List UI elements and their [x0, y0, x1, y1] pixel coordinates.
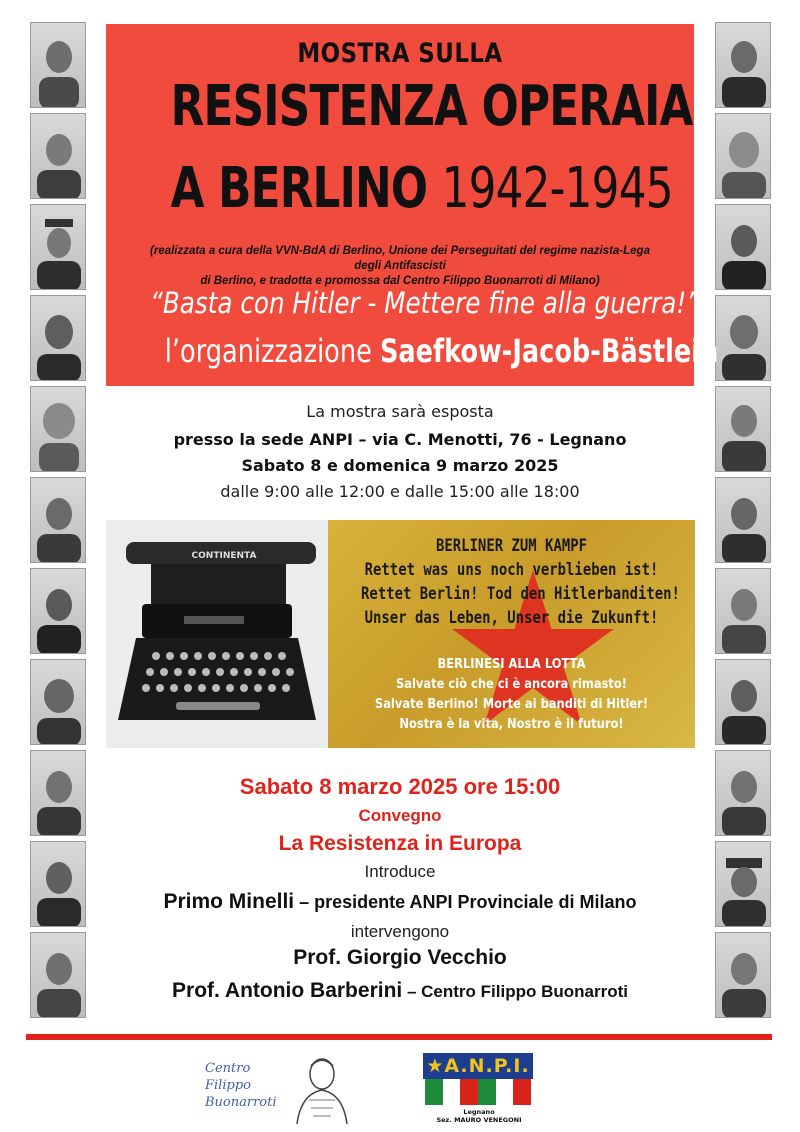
organization-prefix: l’organizzazione	[164, 332, 380, 370]
poster-image	[106, 520, 695, 748]
conference-date: Sabato 8 marzo 2025 ore 15:00	[239, 774, 561, 799]
speaker-vecchio: Prof. Giorgio Vecchio	[293, 946, 507, 969]
exhibition-intro: La mostra sarà esposta	[306, 402, 494, 421]
portrait-photo	[30, 659, 86, 745]
introducer-name: Primo Minelli	[163, 890, 295, 913]
resistance-leaflet	[328, 520, 695, 748]
credits-note-line1: (realizzata a cura della VVN-BdA di Berlino, Unione dei Perseguitati del regime nazista-Lega degli Antifascisti	[150, 245, 650, 272]
portrait-photo	[715, 477, 771, 563]
portrait-photo	[30, 22, 86, 108]
conference-title: La Resistenza in Europa	[278, 832, 522, 855]
divider	[26, 1034, 772, 1040]
portrait-photo	[715, 386, 771, 472]
leaflet-italian-line: Salvate Berlino! Morte ai banditi di Hitler!	[374, 696, 649, 712]
portrait-photo	[30, 386, 86, 472]
portrait-photo	[715, 113, 771, 199]
portrait-photo	[715, 750, 771, 836]
portrait-photo	[715, 22, 771, 108]
leaflet-italian-heading: BERLINESI ALLA LOTTA	[437, 656, 586, 672]
typewriter-photo	[106, 520, 328, 748]
exhibition-hours: dalle 9:00 alle 12:00 e dalle 15:00 alle 18:00	[220, 482, 580, 501]
organization-names: Saefkow-Jacob-Bästlein	[379, 332, 719, 370]
cfb-line1: Centro	[205, 1061, 251, 1076]
leaflet-german-line: Unser das Leben, Unser die Zukunft!	[364, 608, 659, 628]
anpi-section: Sez. MAURO VENEGONI	[436, 1116, 522, 1124]
leaflet-german-line: Rettet was uns noch verblieben ist!	[364, 560, 659, 580]
portrait-photo	[715, 659, 771, 745]
portrait-column-left	[30, 22, 86, 1023]
cfb-line2: Filippo	[205, 1078, 251, 1093]
typewriter-brand: CONTINENTA	[191, 551, 257, 561]
title-main: RESISTENZA OPERAIA	[170, 74, 693, 139]
anpi-wordmark: ★A.N.P.I.	[423, 1053, 533, 1079]
conference-type: Convegno	[358, 806, 442, 825]
portrait-photo	[715, 568, 771, 654]
credits-note-line2: di Berlino, e tradotta e promossa dal Centro Filippo Buonarroti di Milano)	[200, 275, 600, 287]
introducer	[90, 890, 710, 914]
portrait-photo	[715, 204, 771, 290]
portrait-photo	[715, 841, 771, 927]
speaker-barberini	[90, 979, 710, 1003]
cfb-wordmark	[205, 1060, 285, 1111]
typewriter-icon	[106, 520, 328, 748]
title-kicker: MOSTRA SULLA	[297, 38, 503, 69]
portrait-photo	[30, 750, 86, 836]
portrait-photo	[30, 932, 86, 1018]
title-banner	[106, 24, 719, 386]
title-years: 1942-1945	[441, 156, 673, 221]
title-location	[170, 156, 673, 221]
anpi-logo	[423, 1053, 535, 1125]
speakers-label: intervengono	[350, 922, 450, 941]
cfb-line3: Buonarroti	[205, 1095, 277, 1110]
credits-note	[136, 244, 664, 289]
speaker-barberini-role: – Centro Filippo Buonarroti	[402, 982, 628, 1001]
leaflet-german-heading: BERLINER ZUM KAMPF	[435, 536, 588, 556]
slogan-quote: “Basta con Hitler - Mettere fine alla guerra!”	[150, 286, 700, 320]
leaflet-italian-line: Salvate ciò che ci è ancora rimasto!	[395, 676, 628, 692]
italian-flag-icon	[425, 1079, 531, 1105]
portrait-photo	[715, 932, 771, 1018]
organization-line	[164, 332, 719, 370]
introducer-role: – presidente ANPI Provinciale di Milano	[294, 892, 637, 912]
buonarroti-bust-icon	[289, 1050, 355, 1124]
portrait-column-right	[715, 22, 771, 1023]
centro-buonarroti-logo	[205, 1050, 365, 1126]
title-city: A BERLINO	[170, 156, 428, 221]
portrait-photo	[30, 477, 86, 563]
portrait-photo	[30, 113, 86, 199]
portrait-photo	[30, 568, 86, 654]
anpi-city: Legnano	[463, 1108, 495, 1116]
portrait-photo	[30, 841, 86, 927]
portrait-photo	[30, 295, 86, 381]
speaker-barberini-name: Prof. Antonio Barberini	[172, 979, 403, 1002]
exhibition-dates: Sabato 8 e domenica 9 marzo 2025	[241, 456, 559, 475]
portrait-photo	[30, 204, 86, 290]
introducer-label: Introduce	[364, 862, 436, 881]
portrait-photo	[715, 295, 771, 381]
leaflet-italian-line: Nostra è la vita, Nostro è il futuro!	[399, 716, 624, 732]
leaflet-german-line: Rettet Berlin! Tod den Hitlerbanditen!	[361, 584, 680, 604]
exhibition-venue: presso la sede ANPI – via C. Menotti, 76 - Legnano	[173, 430, 627, 449]
